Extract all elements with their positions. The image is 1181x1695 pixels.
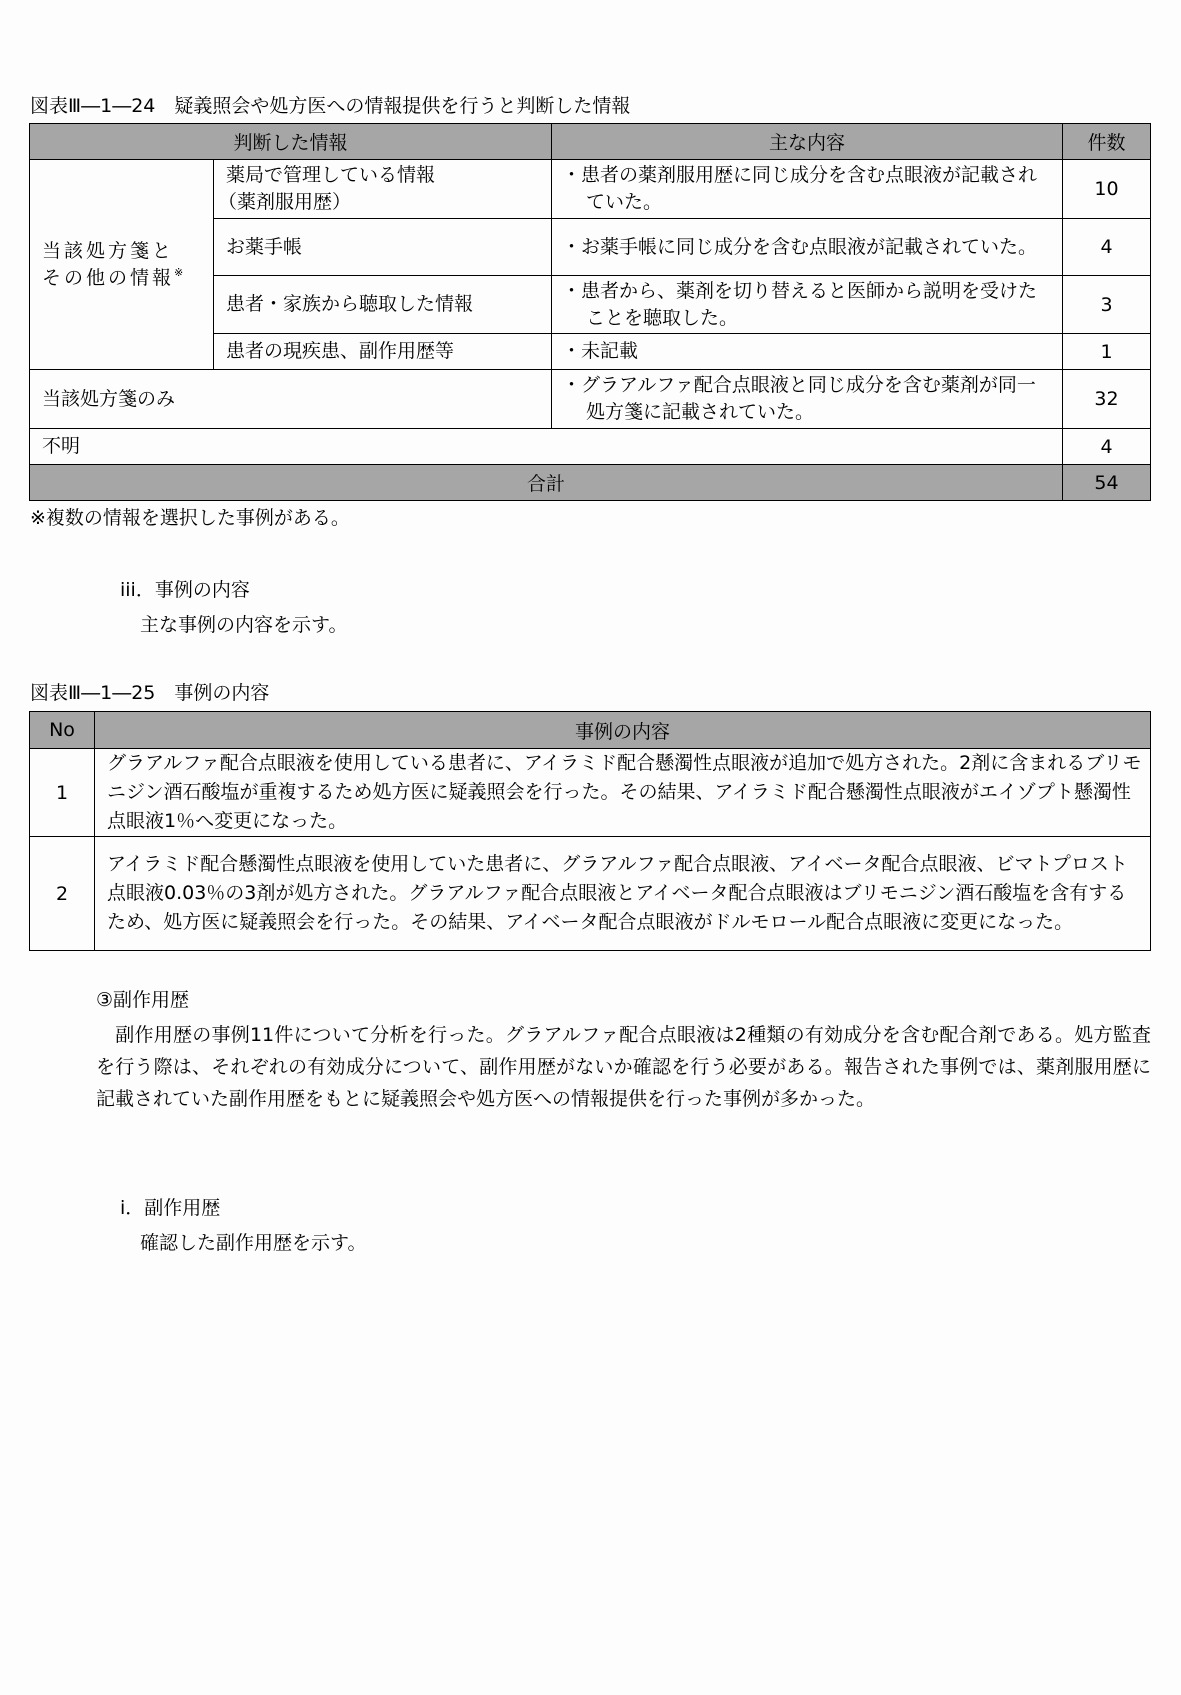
content-cell	[552, 276, 1063, 334]
count-cell: 1	[1063, 334, 1151, 370]
group-label-line1: 当該処方箋と	[42, 239, 175, 262]
table1-header-row	[30, 124, 1151, 160]
sub-label-cell: お薬手帳	[214, 219, 552, 276]
table-row	[30, 749, 1151, 837]
header-case-content: 事例の内容	[95, 712, 1151, 749]
table-row	[30, 837, 1151, 951]
section3-body: 副作用歴の事例11件について分析を行った。グラアルファ配合点眼液は2種類の有効成分を含む配合剤である。処方監査を行う際は、それぞれの有効成分について、副作用歴がないか確認を行う必要がある。報告された事例では、薬剤服用歴に記載されていた副作用歴をもとに疑義照会や処方医への情報提供を行った事例が多かった。	[96, 1024, 1151, 1110]
group-label-line2: その他の情報	[42, 266, 175, 289]
content-cell	[552, 370, 1063, 429]
unknown-label: 不明	[30, 429, 1063, 465]
count-cell: 10	[1063, 160, 1151, 219]
section-iii-heading: iii．事例の内容	[120, 579, 250, 601]
table1	[29, 123, 1151, 501]
sub-label-line1: 薬局で管理している情報	[226, 164, 436, 186]
content-text: ・グラアルファ配合点眼液と同じ成分を含む薬剤が同一処方箋に記載されていた。	[562, 374, 1036, 423]
case-no: 1	[30, 749, 95, 837]
case-content: アイラミド配合懸濁性点眼液を使用していた患者に、グラアルファ配合点眼液、アイベータ配合点眼液、ビマトプロスト点眼液0.03％の3剤が処方された。グラアルファ配合点眼液とアイベータ配合点眼液はブリモニジン酒石酸塩を含有するため、処方医に疑義照会を行った。その結果、アイベータ配合点眼液がドルモロール配合点眼液に変更になった。	[95, 837, 1151, 951]
table-row-unknown	[30, 429, 1151, 465]
table2-header-row	[30, 712, 1151, 749]
count-cell: 3	[1063, 276, 1151, 334]
count-cell: 4	[1063, 429, 1151, 465]
header-count: 件数	[1063, 124, 1151, 160]
content-text: ・患者から、薬剤を切り替えると医師から説明を受けたことを聴取した。	[562, 279, 1038, 329]
table2	[29, 711, 1151, 951]
count-cell: 32	[1063, 370, 1151, 429]
section-i-text: 確認した副作用歴を示す。	[140, 1232, 367, 1254]
count-cell: 4	[1063, 219, 1151, 276]
content-cell	[552, 334, 1063, 370]
table1-footnote: ※複数の情報を選択した事例がある。	[30, 507, 350, 529]
sub-label-line2: （薬剤服用歴）	[218, 191, 352, 213]
content-cell	[552, 219, 1063, 276]
content-text: ・患者の薬剤服用歴に同じ成分を含む点眼液が記載されていた。	[562, 164, 1038, 213]
case-no: 2	[30, 837, 95, 951]
content-cell	[552, 160, 1063, 219]
content-text: ・未記載	[562, 340, 639, 362]
header-judged-info: 判断した情報	[30, 124, 552, 160]
case-content: グラアルファ配合点眼液を使用している患者に、アイラミド配合懸濁性点眼液が追加で処方された。2剤に含まれるブリモニジン酒石酸塩が重複するため処方医に疑義照会を行った。その結果、アイラミド配合懸濁性点眼液がエイゾプト懸濁性点眼液1％へ変更になった。	[95, 749, 1151, 837]
table-row	[30, 160, 1151, 219]
section3-heading: ③副作用歴	[96, 989, 190, 1011]
group-label-cell	[30, 160, 214, 370]
table-row-only-rx	[30, 370, 1151, 429]
sub-label-cell: 患者の現疾患、副作用歴等	[214, 334, 552, 370]
section-iii-text: 主な事例の内容を示す。	[140, 614, 348, 636]
only-rx-label: 当該処方箋のみ	[30, 370, 552, 429]
sub-label-cell: 患者・家族から聴取した情報	[214, 276, 552, 334]
total-count: 54	[1063, 465, 1151, 501]
table1-caption: 図表Ⅲ―1―24 疑義照会や処方医への情報提供を行うと判断した情報	[30, 95, 631, 117]
total-label: 合計	[30, 465, 1063, 501]
section-i-heading: i．副作用歴	[120, 1197, 221, 1219]
footnote-mark: ※	[174, 265, 187, 279]
header-main-content: 主な内容	[552, 124, 1063, 160]
table-row-total	[30, 465, 1151, 501]
sub-label-cell	[214, 160, 552, 219]
table2-caption: 図表Ⅲ―1―25 事例の内容	[30, 682, 270, 704]
header-no: No	[30, 712, 95, 749]
content-text: ・お薬手帳に同じ成分を含む点眼液が記載されていた。	[562, 235, 1038, 258]
